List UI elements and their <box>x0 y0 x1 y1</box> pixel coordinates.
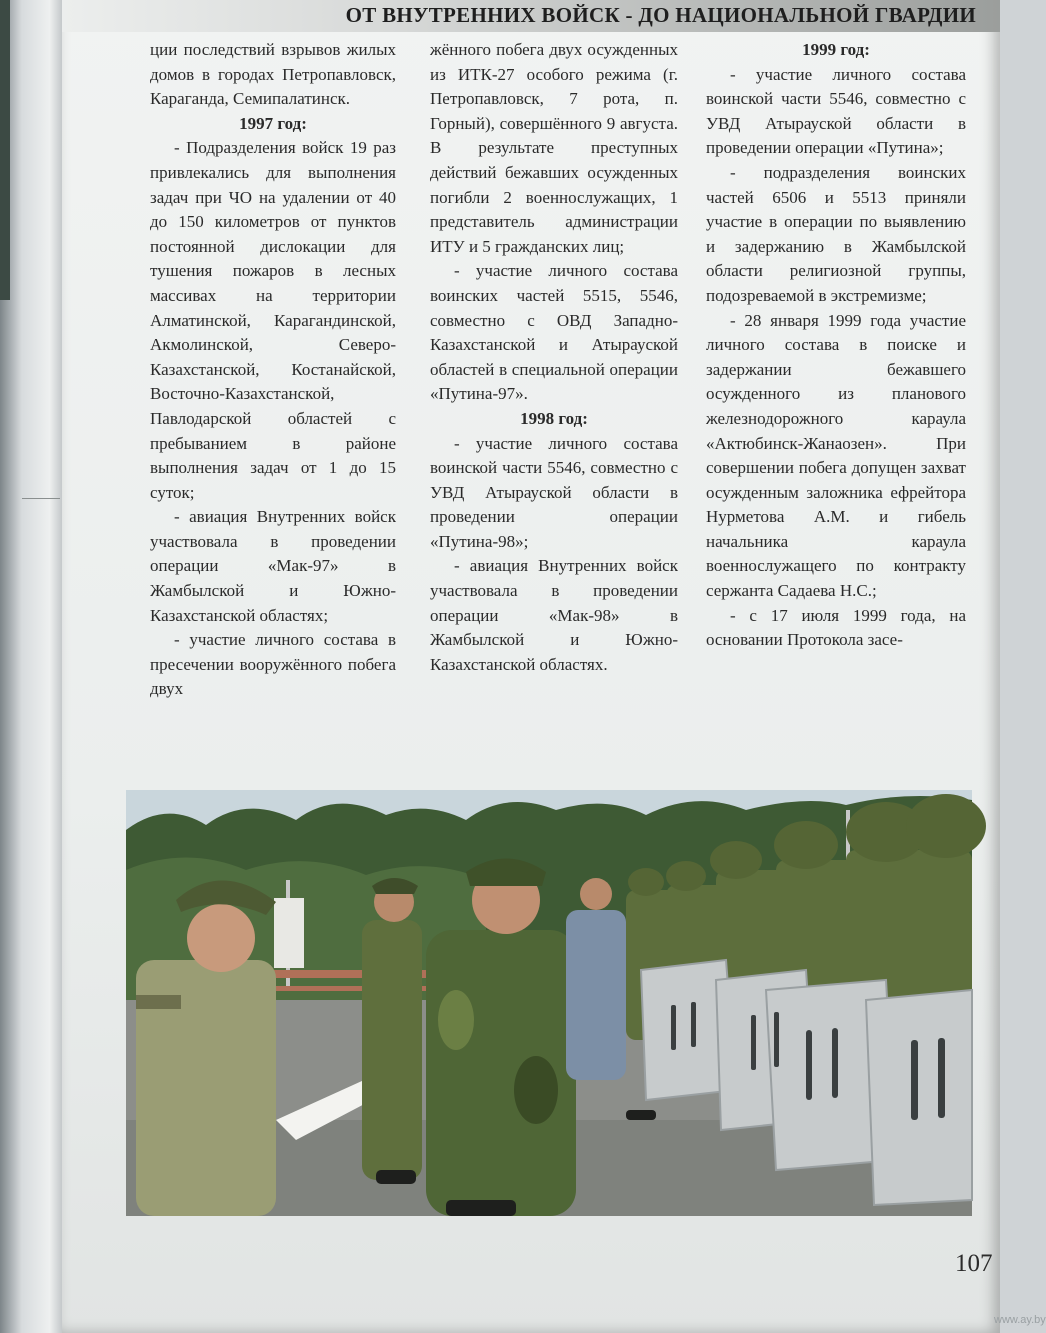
paragraph: - авиация Внутренних войск участвовала в проведении операции «Мак-97» в Жамбылской и Южно-Казахстанской областях; <box>150 507 396 625</box>
paragraph: - Подразделения войск 19 раз привлекались для выполнения задач при ЧО на удалении от 40 до 150 километров от пунктов постоянной дислокации для тушения пожаров в лесных массивах на территории Алматинской, Карагандинской, Акмолинской, Северо-Казахстанской, Костанайской, Восточно-Казахстанской, Павлодарской областей с пребыванием в районе выполнения задач от 1 до 15 суток; <box>150 138 396 502</box>
text-column-2 <box>430 38 678 677</box>
running-header-title: ОТ ВНУТРЕННИХ ВОЙСК - ДО НАЦИОНАЛЬНОЙ ГВАРДИИ <box>345 3 976 27</box>
text-column-1 <box>150 38 396 702</box>
paragraph: - участие личного состава в пресечении вооружённого побега двух <box>150 630 396 699</box>
paragraph: - с 17 июля 1999 года, на основании Протокола засе- <box>706 605 966 650</box>
previous-page-edge <box>0 0 62 1333</box>
page-number: 107 <box>955 1250 993 1277</box>
running-header <box>62 0 1000 32</box>
photo-officers-inspecting-troops <box>126 790 972 1216</box>
paragraph: - авиация Внутренних войск участвовала в проведении операции «Мак-98» в Жамбылской и Южно-Казахстанской областях. <box>430 556 678 674</box>
margin-mark <box>22 498 60 499</box>
previous-page-photo-strip <box>0 0 10 300</box>
paragraph: - подразделения воинских частей 6506 и 5513 приняли участие в операции по выявлению и задержанию в Жамбылской области религиозной группы, подозреваемой в экстремизме; <box>706 162 966 305</box>
paragraph: ции последствий взрывов жилых домов в городах Петропавловск, Караганда, Семипалатинск. <box>150 40 396 109</box>
site-watermark: www.ay.by <box>994 1314 1046 1326</box>
paragraph: - участие личного состава воинской части 5546, совместно с УВД Атырауской области в проведении операции «Путина»; <box>706 64 966 158</box>
paragraph: - участие личного состава воинской части 5546, совместно с УВД Атырауской области в проведении операции «Путина-98»; <box>430 433 678 551</box>
year-heading: 1997 год: <box>239 113 307 133</box>
year-heading: 1998 год: <box>520 408 588 428</box>
paragraph: - участие личного состава воинских частей 5515, 5546, совместно с ОВД Западно-Казахстанской и Атырауской областей в специальной операции «Путина-97». <box>430 261 678 404</box>
paragraph: - 28 января 1999 года участие личного состава в поиске и задержании бежавшего осужденного из планового железнодорожного караула «Актюбинск-Жанаозен». При совершении побега допущен захват осужденным заложника ефрейтора Нурметова А.М. и гибель начальника караула военнослужащего по контракту сержанта Садаева Н.С.; <box>706 310 966 601</box>
text-column-3 <box>706 38 966 653</box>
year-heading: 1999 год: <box>802 40 870 59</box>
paragraph: жённого побега двух осужденных из ИТК-27 особого режима (г. Петропавловск, 7 рота, п. Горный), совершённого 9 августа. В результате преступных действий бежавших осужденных погибли 2 военнослужащих, 1 представитель администрации ИТУ и 5 гражданских лиц; <box>430 40 678 256</box>
